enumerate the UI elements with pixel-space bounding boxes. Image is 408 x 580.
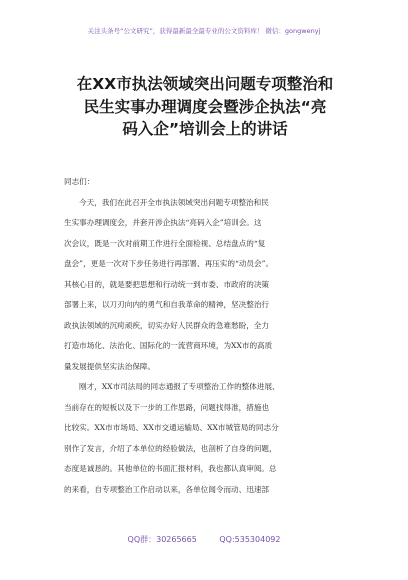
- paragraph-line: 态度是诚恳的。其他单位的书面汇报材料，我也都认真审阅。总: [64, 464, 277, 473]
- paragraph-line: 生实事办理调度会，并套开涉企执法“亮码入企”培训会。这: [64, 218, 262, 227]
- paragraph-line: 部署上来，以刀刃向内的勇气和自我革命的精神，坚决整治行: [64, 300, 270, 309]
- paragraph-line: 其核心目的，就是要把思想和行动统一到市委、市政府的决策: [64, 279, 270, 289]
- qq-text: QQ:535304092: [219, 535, 281, 544]
- paragraph-line: 当前存在的短板以及下一步的工作思路，问题找得准，措施也: [64, 402, 270, 412]
- salutation: [64, 172, 348, 193]
- title-line: 民生实事办理调度会暨涉企执法“亮: [83, 97, 327, 116]
- paragraph-1: [64, 193, 348, 378]
- paragraph-2: [64, 377, 348, 500]
- qq-group-text: QQ群：30265665: [127, 535, 197, 544]
- paragraph-line: 刚才，XX市司法局的同志通报了专项整治工作的整体进展、: [79, 382, 280, 391]
- paragraph-line: 政执法领域的沉疴顽疾，切实办好人民群众的急难愁盼，全力: [64, 320, 270, 330]
- paragraph-line: 盘会”，更是一次对下步任务进行再部署、再压实的“动员会”。: [64, 259, 274, 268]
- title-line: 码入企”培训会上的讲话: [122, 120, 288, 138]
- document-title: [50, 73, 360, 141]
- paragraph-line: 今天，我们在此召开全市执法领域突出问题专项整治和民: [79, 197, 269, 207]
- title-line: 在XX市执法领域突出问题专项整治和: [76, 75, 334, 93]
- paragraph-line: 的来看，自专项整治工作启动以来，各单位闻令而动、迅速部: [64, 484, 270, 494]
- paragraph-line: 比较实。XX市市场局、XX市交通运输局、XX市城管局的同志分: [64, 423, 279, 432]
- document-body: [64, 172, 348, 500]
- paragraph-line: 量发展提供坚实法治保障。: [64, 361, 156, 371]
- paragraph-line: 次会议，既是一次对前期工作进行全面检视、总结盘点的“复: [64, 238, 266, 248]
- footer-contact: [0, 534, 408, 545]
- salutation-text: 同志们：: [64, 177, 95, 186]
- paragraph-line: 打造市场化、法治化、国际化的一流营商环境，为XX市的高质: [64, 341, 273, 350]
- header-banner: 关注头条号“公文研究”，获得最新最全最专业的公文资料库！ 微信：gongwenyj: [87, 27, 321, 35]
- paragraph-line: 别作了发言，介绍了本单位的经验做法，也剖析了自身的问题，: [64, 443, 277, 453]
